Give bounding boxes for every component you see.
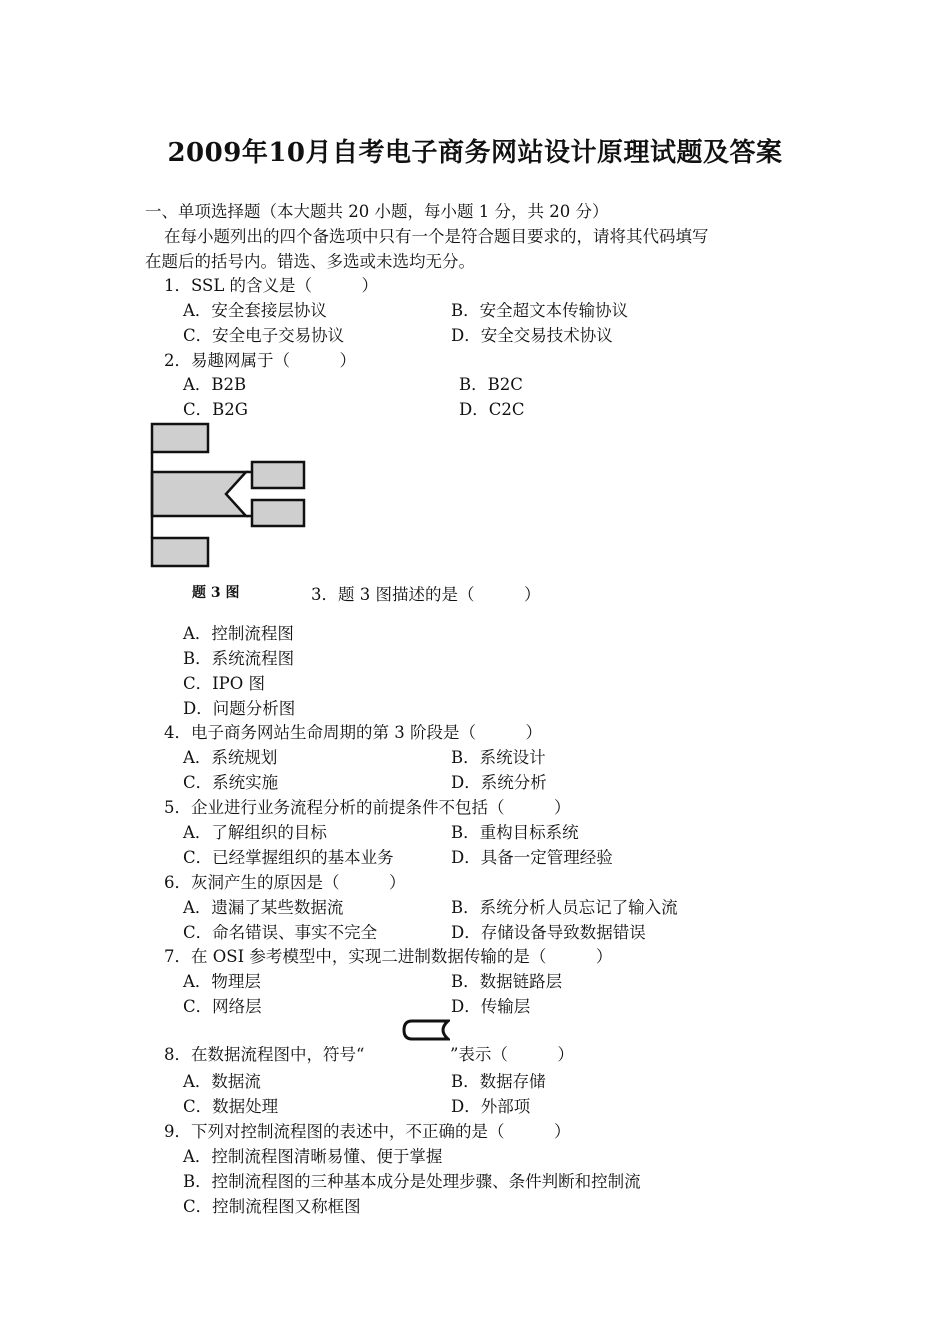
option-a: A．控制流程图清晰易懂、便于掌握 [183, 1147, 443, 1166]
data-store-symbol-icon [402, 1018, 450, 1042]
option-d: D．传输层 [451, 997, 531, 1016]
option-b: B．重构目标系统 [451, 823, 579, 842]
instruction-text: 在每小题列出的四个备选项中只有一个是符合题目要求的，请将其代码填写 [164, 227, 709, 246]
figure-box-right-top [252, 462, 304, 488]
question-stem: 7．在 OSI 参考模型中，实现二进制数据传输的是（ ） [164, 947, 613, 966]
option-a: A．安全套接层协议 [183, 301, 327, 320]
question-stem: 4．电子商务网站生命周期的第 3 阶段是（ ） [164, 723, 542, 742]
option-d: D．安全交易技术协议 [451, 326, 613, 345]
option-d: D．问题分析图 [183, 699, 296, 718]
question-stem: 2．易趣网属于（ ） [164, 351, 356, 370]
option-d: D．具备一定管理经验 [451, 848, 613, 867]
option-b: B．数据存储 [451, 1072, 546, 1091]
question-stem: 5．企业进行业务流程分析的前提条件不包括（ ） [164, 798, 571, 817]
option-c: C．命名错误、事实不完全 [183, 923, 378, 942]
question-stem-end: ”表示（ ） [450, 1045, 574, 1064]
figure-caption: 题 3 图 [192, 585, 240, 601]
option-b: B．控制流程图的三种基本成分是处理步骤、条件判断和控制流 [183, 1172, 641, 1191]
option-b: B．B2C [459, 375, 523, 394]
figure-box-top [152, 424, 208, 452]
figure-box-right-bottom [252, 500, 304, 526]
option-d: D．存储设备导致数据错误 [451, 923, 646, 942]
option-c: C．数据处理 [183, 1097, 279, 1116]
figure-box-bottom [152, 538, 208, 566]
option-b: B．安全超文本传输协议 [451, 301, 629, 320]
option-a: A．数据流 [183, 1072, 261, 1091]
question-stem: 1．SSL 的含义是（ ） [164, 276, 379, 295]
question-stem: 6．灰洞产生的原因是（ ） [164, 873, 406, 892]
question-3-figure [148, 420, 310, 580]
option-c: C．B2G [183, 400, 248, 419]
option-a: A．控制流程图 [183, 624, 294, 643]
option-c: C．安全电子交易协议 [183, 326, 345, 345]
section-heading: 一、单项选择题（本大题共 20 小题，每小题 1 分，共 20 分） [145, 202, 609, 221]
option-c: C．已经掌握组织的基本业务 [183, 848, 394, 867]
option-b: B．系统设计 [451, 748, 546, 767]
option-d: D．外部项 [451, 1097, 531, 1116]
instruction-text: 在题后的括号内。错选、多选或未选均无分。 [145, 252, 475, 271]
option-a: A．物理层 [183, 972, 261, 991]
option-c: C．系统实施 [183, 773, 279, 792]
question-stem: 3．题 3 图描述的是（ ） [311, 585, 541, 604]
option-a: A．B2B [183, 375, 247, 394]
option-d: D．C2C [459, 400, 525, 419]
option-b: B．系统分析人员忘记了输入流 [451, 898, 678, 917]
option-a: A．遗漏了某些数据流 [183, 898, 344, 917]
figure-process-bar [152, 472, 246, 516]
option-c: C．控制流程图又称框图 [183, 1197, 361, 1216]
question-stem: 8．在数据流程图中，符号“ [164, 1045, 365, 1064]
option-b: B．数据链路层 [451, 972, 563, 991]
option-c: C．IPO 图 [183, 674, 266, 693]
question-stem: 9．下列对控制流程图的表述中，不正确的是（ ） [164, 1122, 571, 1141]
option-c: C．网络层 [183, 997, 262, 1016]
option-b: B．系统流程图 [183, 649, 295, 668]
document-title: 2009年10月自考电子商务网站设计原理试题及答案 [167, 138, 783, 168]
option-d: D．系统分析 [451, 773, 547, 792]
option-a: A．了解组织的目标 [183, 823, 327, 842]
option-a: A．系统规划 [183, 748, 278, 767]
